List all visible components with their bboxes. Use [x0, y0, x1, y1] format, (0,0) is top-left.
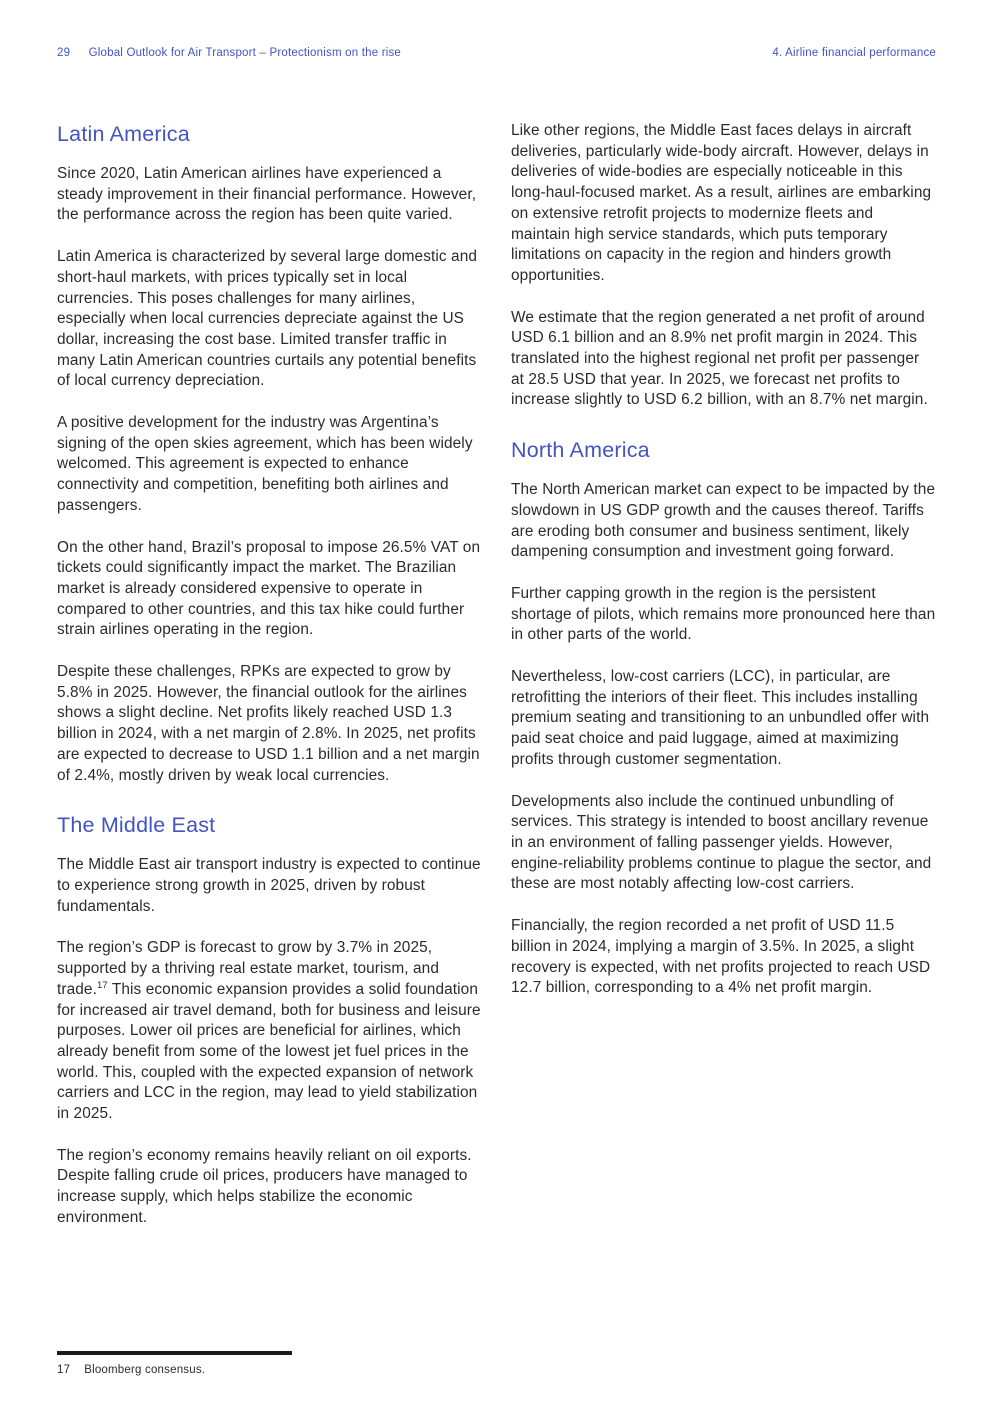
- header-left: [57, 47, 401, 59]
- footnote-text: Bloomberg consensus.: [84, 1364, 206, 1376]
- paragraph: Latin America is characterized by several large domestic and short-haul markets, with prices typically set in local currencies. This poses challenges for many airlines, especially when local currencies depreciate against the US dollar, increasing the cost base. Limited transfer traffic in many Latin American countries curtails any potential benefits of local currency depreciation.: [57, 248, 478, 390]
- paragraph: The Middle East air transport industry is expected to continue to experience strong growth in 2025, driven by robust fundamentals.: [57, 856, 481, 915]
- paragraph: Like other regions, the Middle East faces delays in aircraft deliveries, particularly wide-body aircraft. However, delays in deliveries of wide-bodies are especially noticeable in this long-haul-focused market. As a result, airlines are embarking on extensive retrofit projects to modernize fleets and maintain high service standards, which puts temporary limitations on capacity in the region and hinders growth opportunities.: [511, 122, 932, 284]
- paragraph: We estimate that the region generated a net profit of around USD 6.1 billion and an 8.9% net profit margin in 2024. This translated into the highest regional net profit per passenger at 28.5 USD that year. In 2025, we forecast net profits to increase slightly to USD 6.2 billion, with an 8.7% net margin.: [511, 308, 928, 409]
- footnote-divider: [57, 1351, 292, 1355]
- two-column-layout: [57, 121, 936, 1229]
- paragraph: A positive development for the industry was Argentina’s signing of the open skies agreement, which has been widely welcomed. This agreement is expected to enhance connectivity and competition, benefiting both airlines and passengers.: [57, 414, 473, 514]
- page-number: 29: [57, 47, 71, 59]
- paragraph: Developments also include the continued unbundling of services. This strategy is intended to boost ancillary revenue in an environment of falling passenger yields. However, engine-reliability problems continue to plague the sector, and these are most notably affecting low-cost carriers.: [511, 792, 932, 893]
- left-column: [57, 121, 482, 1229]
- footnote: [57, 1364, 205, 1376]
- paragraph: On the other hand, Brazil’s proposal to impose 26.5% VAT on tickets could significantly impact the market. The Brazilian market is already considered expensive to operate in compared to other countries, and this tax hike could further strain airlines operating in the region.: [57, 538, 481, 639]
- section-heading-latin-america: Latin America: [57, 122, 190, 146]
- chapter-title: 4. Airline financial performance: [772, 47, 936, 59]
- page-header: [57, 47, 936, 59]
- section-heading-middle-east: The Middle East: [57, 813, 216, 838]
- section-heading-north-america: North America: [511, 438, 650, 463]
- paragraph-with-footnote-ref: [57, 938, 482, 1124]
- paragraph: The North American market can expect to be impacted by the slowdown in US GDP growth and the causes thereof. Tariffs are eroding both consumer and business sentiment, likely dampening consumption and investment going forward.: [511, 481, 936, 561]
- paragraph-text: The region’s GDP is forecast to grow by 3.7% in 2025, supported by a thriving real estate market, tourism, and trade.: [57, 939, 440, 998]
- doc-title: Global Outlook for Air Transport – Protectionism on the rise: [88, 47, 402, 59]
- paragraph: Nevertheless, low-cost carriers (LCC), in particular, are retrofitting the interiors of their fleet. This includes installing premium seating and transitioning to an unbundled offer with paid seat choice and paid luggage, aimed at maximizing profits through customer segmentation.: [511, 668, 930, 768]
- footnote-reference: 17: [96, 979, 108, 991]
- paragraph-text: This economic expansion provides a solid foundation for increased air travel demand, both for business and leisure purposes. Lower oil prices are beneficial for airlines, which already benefit from some of the lowest jet fuel prices in the world. This, coupled with the expected expansion of network carriers and LCC in the region, may lead to yield stabilization in 2025.: [57, 980, 481, 1123]
- paragraph: Despite these challenges, RPKs are expected to grow by 5.8% in 2025. However, the financial outlook for the airlines shows a slight decline. Net profits likely reached USD 1.3 billion in 2024, with a net margin of 2.8%. In 2025, net profits are expected to decrease to USD 1.1 billion and a net margin of 2.4%, mostly driven by weak local currencies.: [57, 663, 480, 784]
- header-right: [772, 47, 936, 59]
- paragraph: Financially, the region recorded a net profit of USD 11.5 billion in 2024, implying a margin of 3.5%. In 2025, a slight recovery is expected, with net profits projected to reach USD 12.7 billion, corresponding to a 4% net profit margin.: [511, 917, 931, 997]
- footnote-number: 17: [57, 1364, 71, 1376]
- paragraph: Since 2020, Latin American airlines have experienced a steady improvement in their financial performance. However, the performance across the region has been quite varied.: [57, 165, 477, 224]
- right-column: [511, 121, 936, 1229]
- paragraph: Further capping growth in the region is the persistent shortage of pilots, which remains more pronounced here than in other parts of the world.: [511, 584, 936, 644]
- paragraph: The region’s economy remains heavily reliant on oil exports. Despite falling crude oil prices, producers have managed to increase supply, which helps stabilize the economic environment.: [57, 1146, 472, 1226]
